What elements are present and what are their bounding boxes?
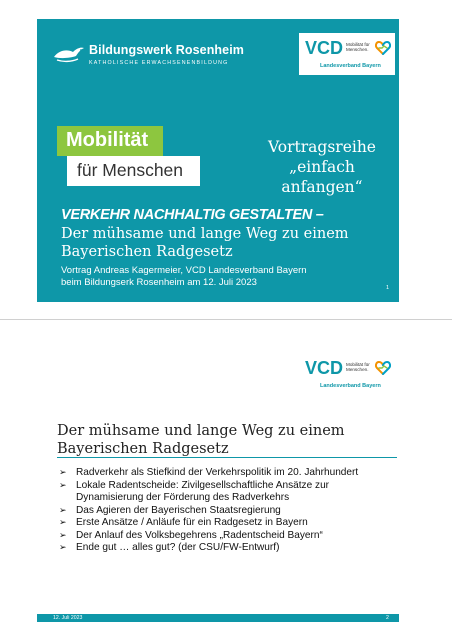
vcd-tagline-1: Mobilität für — [346, 42, 370, 47]
list-item: ➢ Das Agieren der Bayerischen Staatsregierung — [59, 504, 281, 516]
talk-info-line-2: beim Bildungserk Rosenheim am 12. Juli 2023 — [61, 277, 257, 288]
title-slide — [37, 19, 399, 302]
list-item: ➢ Ende gut … alles gut? (der CSU/FW-Entwurf) — [59, 542, 280, 553]
arrowhead-bullet-icon: ➢ — [59, 518, 67, 528]
vcd-logo-box — [301, 353, 397, 395]
mobilitaet-label: Mobilität — [66, 129, 149, 151]
talk-info-line-1: Vortrag Andreas Kagermeier, VCD Landesverband Bayern — [61, 265, 307, 276]
series-line-2: „einfach anfangen“ — [281, 158, 363, 196]
series-title — [257, 137, 387, 197]
arrowhead-bullet-icon: ➢ — [59, 543, 67, 553]
list-item: ➢ Radverkehr als Stiefkind der Verkehrspolitik im 20. Jahrhundert — [59, 467, 359, 478]
pdf-page-2 — [0, 320, 452, 640]
bird-logo-icon — [51, 41, 85, 67]
slide-title-line-2: Bayerischen Radgesetz — [57, 441, 229, 457]
fuer-menschen-label: für Menschen — [77, 160, 184, 180]
list-item: ➢ Erste Ansätze / Anläufe für ein Radgesetz in Bayern — [59, 517, 308, 528]
footer-date: 12. Juli 2023 — [53, 615, 83, 621]
arrowhead-bullet-icon: ➢ — [59, 468, 67, 478]
vcd-logo-text: VCD — [305, 358, 344, 378]
org-name: Bildungswerk Rosenheim — [89, 43, 245, 57]
talk-title-line-3: Bayerischen Radgesetz — [61, 244, 233, 260]
slide-title — [57, 422, 377, 458]
org-subtitle: KATHOLISCHE ERWACHSENENBILDUNG — [89, 60, 229, 66]
vcd-logo-box — [299, 33, 395, 75]
talk-title-italic: VERKEHR NACHHALTIG GESTALTEN – — [61, 207, 324, 223]
vcd-logo-text: VCD — [305, 38, 344, 58]
agenda-slide — [37, 339, 399, 622]
footer-bar — [37, 614, 399, 622]
vcd-region: Landesverband Bayern — [320, 63, 381, 69]
agenda-list — [59, 467, 389, 555]
list-item: ➢ Lokale Radentscheide: Zivilgesellschaftliche Ansätze zur Dynamisierung der Förderung des Radverkehrs — [59, 479, 330, 503]
vcd-heart-icon — [375, 361, 391, 375]
talk-title — [61, 225, 391, 261]
arrowhead-bullet-icon: ➢ — [59, 505, 67, 516]
slide-number: 1 — [386, 285, 390, 291]
vcd-tagline-2: Menschen. — [346, 47, 369, 52]
vcd-heart-icon — [375, 41, 391, 55]
talk-title-line-2: Der mühsame und lange Weg zu einem — [61, 226, 349, 242]
vcd-region: Landesverband Bayern — [320, 383, 381, 389]
vcd-tagline-2: Menschen. — [346, 367, 369, 372]
talk-info — [61, 265, 381, 289]
vcd-tagline-1: Mobilität für — [346, 362, 370, 367]
title-underline — [57, 457, 397, 458]
arrowhead-bullet-icon: ➢ — [59, 530, 67, 541]
slide-title-line-1: Der mühsame und lange Weg zu einem — [57, 423, 345, 439]
series-line-1: Vortragsreihe — [268, 138, 376, 156]
arrowhead-bullet-icon: ➢ — [59, 480, 67, 491]
slide-number: 2 — [386, 615, 389, 621]
list-item: ➢ Der Anlauf des Volksbegehrens „Radentscheid Bayern“ — [59, 529, 323, 541]
